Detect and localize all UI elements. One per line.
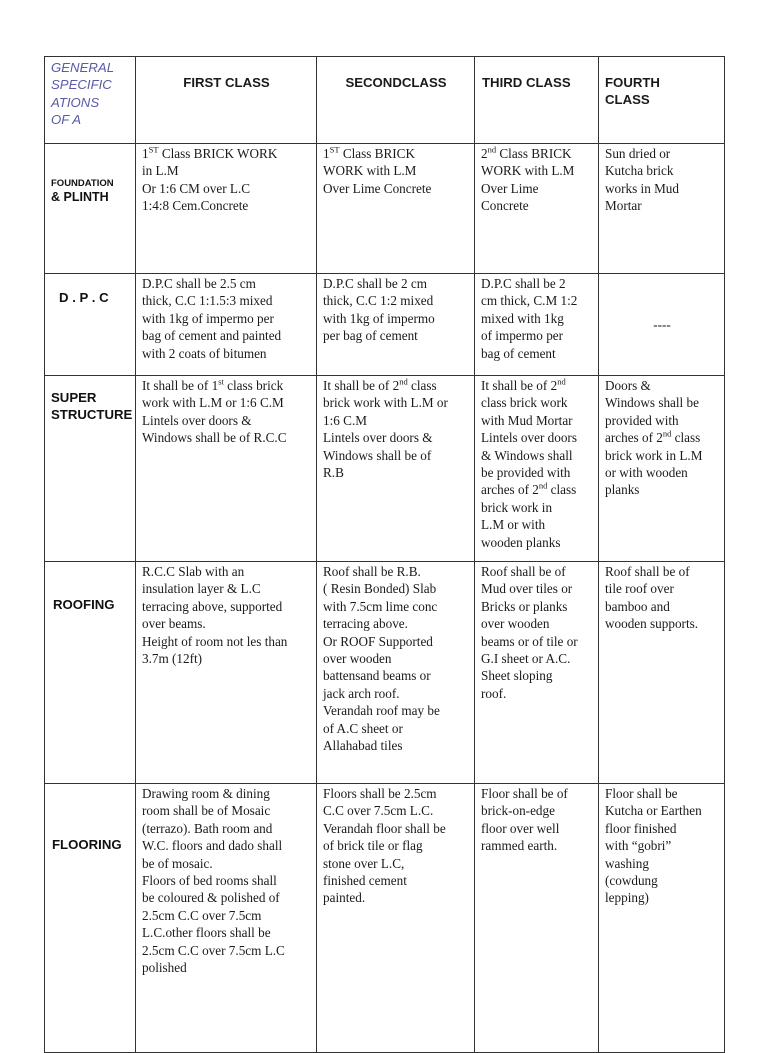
cell-text-line: works in Mud [605,180,679,196]
cell-text-line: It shall be of 2nd class [323,376,437,393]
cell-text-line: be of mosaic. [142,855,213,871]
cell-flooring-fourth [599,784,725,1053]
cell-text-line: over wooden [481,616,550,632]
row-dpc [45,274,725,376]
corner-title-line: GENERAL [51,60,115,75]
row-flooring [45,784,725,1053]
corner-title-line: ATIONS [51,94,100,110]
cell-text-line: polished [142,960,187,976]
cell-super-second [317,376,475,562]
cell-foundation-third [475,144,599,274]
cell-text-line: painted. [323,890,366,906]
cell-text-line: brick work with L.M or [323,395,448,411]
cell-text-line: Bricks or planks [481,598,568,614]
cell-text-line: brick work in [481,499,553,515]
cell-text-line: It shall be of 2nd [481,376,566,393]
cell-roofing-third [475,562,599,784]
row-header-label: STRUCTURE [51,407,133,423]
cell-text-line: planks [605,482,640,498]
cell-text-line: WORK with L.M [323,163,417,179]
cell-super-fourth [599,376,725,562]
cell-text-line: with Mud Mortar [481,412,573,428]
cell-text-line: mixed with 1kg [481,310,564,326]
row-foundation-plinth [45,144,725,274]
row-header-label: D . P . C [59,290,109,305]
cell-text-line: Floor shall be of [481,786,568,801]
row-header-label: FLOORING [52,837,122,852]
cell-text-line: Height of room not les than [142,633,288,649]
cell-text-line: Floors of bed rooms shall [142,873,277,889]
cell-text-line: Floors shall be 2.5cm [323,786,437,801]
cell-text-line: 3.7m (12ft) [142,651,203,667]
cell-text-line: thick, C.C 1:2 mixed [323,293,434,309]
cell-text-line: of brick tile or flag [323,838,423,854]
cell-text-line: of impermo per [481,328,564,344]
row-header-label: FOUNDATION [51,178,114,189]
cell-flooring-second [317,784,475,1053]
row-roofing [45,562,725,784]
cell-text-line: Sheet sloping [481,668,553,684]
cell-text-line: Or ROOF Supported [323,633,433,649]
corner-title-line: OF A [51,112,82,128]
cell-text-line: 1:4:8 Cem.Concrete [142,198,249,214]
cell-text-line: brick work in L.M [605,447,703,463]
cell-text-line: D.P.C shall be 2 [481,276,566,291]
row-header-label: ROOFING [53,597,115,612]
row-header-label: SUPER [51,390,97,405]
cell-text-line: tile roof over [605,581,674,597]
cell-super-first [136,376,317,562]
cell-text-line: Kutcha or Earthen [605,803,702,819]
column-header-first-class [136,57,317,144]
cell-dpc-third [475,274,599,376]
cell-text-line: Over Lime [481,180,539,196]
cell-text-line: terracing above, supported [142,598,283,614]
cell-text-line: with 2 coats of bitumen [142,345,267,361]
cell-text-line: Kutcha brick [605,163,674,179]
cell-text-line: Concrete [481,198,529,214]
cell-text-line: Doors & [605,378,651,393]
cell-text-line: L.M or with [481,517,546,533]
cell-text-line: bag of cement and painted [142,328,282,344]
cell-text-line: wooden supports. [605,616,699,632]
cell-text-line: 1ST Class BRICK WORK [142,144,278,161]
cell-text-line: Or 1:6 CM over L.C [142,180,251,196]
row-header-dpc [45,274,136,376]
cell-text-line: in L.M [142,163,179,179]
column-header-fourth-class [599,57,725,144]
cell-text-line: 2.5cm C.C over 7.5cm [142,907,262,923]
cell-dpc-fourth [599,274,725,376]
cell-text-line: floor over well [481,820,560,836]
cell-text-line: L.C.other floors shall be [142,925,271,941]
cell-text-line: washing [605,855,649,871]
row-super-structure [45,376,725,562]
cell-text-line: bamboo and [605,598,670,614]
row-header-super-structure [45,376,136,562]
cell-text-line: 2.5cm C.C over 7.5cm L.C [142,942,285,958]
cell-text-line: thick, C.C 1:1.5:3 mixed [142,293,273,309]
cell-text-line: over wooden [323,651,392,667]
cell-text-line: per bag of cement [323,328,418,344]
cell-text-line: Windows shall be of R.C.C [142,430,287,446]
cell-text-line: Verandah floor shall be [323,820,446,836]
cell-text-line: Mortar [605,198,642,214]
cell-text-line: Over Lime Concrete [323,180,432,196]
cell-text-line: finished cement [323,873,407,889]
cell-dpc-first [136,274,317,376]
cell-text-line: floor finished [605,820,677,836]
column-header-label: FIRST CLASS [183,75,270,90]
cell-text-line: G.I sheet or A.C. [481,651,571,667]
cell-text-line: Allahabad tiles [323,738,403,754]
cell-text-line: Lintels over doors & [323,430,433,446]
cell-text-line: 2nd Class BRICK [481,144,572,161]
cell-text-line: jack arch roof. [323,685,400,701]
cell-text-line: R.B [323,465,344,481]
row-header-flooring [45,784,136,1053]
cell-text-line: room shall be of Mosaic [142,803,271,819]
cell-text-line: or with wooden [605,465,688,481]
cell-text-line: Roof shall be of [481,564,566,579]
cell-roofing-fourth [599,562,725,784]
cell-text-line: with “gobri” [605,838,672,854]
cell-text-line: D.P.C shall be 2 cm [323,276,428,291]
cell-text-line: Roof shall be of [605,564,690,579]
cell-text-line: with 1kg of impermo [323,310,435,326]
cell-text-line: wooden planks [481,534,561,550]
cell-text-line: class brick work [481,395,568,411]
cell-text-line: be provided with [481,465,571,481]
column-header-label: FOURTH [605,75,660,90]
cell-text-line: ( Resin Bonded) Slab [323,581,437,597]
cell-text-line: Mud over tiles or [481,581,573,597]
column-header-second-class [317,57,475,144]
cell-text-line: Windows shall be [605,395,699,411]
cell-flooring-first [136,784,317,1053]
cell-text-line: battensand beams or [323,668,431,684]
row-header-label: & PLINTH [51,190,109,204]
cell-dpc-second [317,274,475,376]
cell-text-line: work with L.M or 1:6 C.M [142,395,284,411]
column-header-label: SECONDCLASS [345,75,447,90]
cell-text-line: provided with [605,412,679,428]
cell-text-line: be coloured & polished of [142,890,280,906]
cell-text-line: bag of cement [481,345,556,361]
specifications-table [44,56,725,1053]
cell-text-line: Windows shall be of [323,447,432,463]
row-header-foundation [45,144,136,274]
cell-text-line: W.C. floors and dado shall [142,838,283,854]
column-header-third-class [475,57,599,144]
cell-roofing-second [317,562,475,784]
cell-text-line: Drawing room & dining [142,786,270,801]
cell-text-line: arches of 2nd class [605,428,701,446]
cell-roofing-first [136,562,317,784]
cell-text-line: stone over L.C, [323,855,405,871]
cell-text-line: Lintels over doors & [142,412,252,428]
cell-text-line: WORK with L.M [481,163,575,179]
cell-text-line: roof. [481,685,507,701]
cell-text-line: ---- [653,317,671,333]
cell-text-line: over beams. [142,616,206,632]
cell-text-line: terracing above. [323,616,408,632]
cell-text-line: & Windows shall [481,447,573,463]
cell-super-third [475,376,599,562]
column-header-label: THIRD CLASS [482,75,571,90]
cell-text-line: Sun dried or [605,146,671,161]
cell-text-line: of A.C sheet or [323,720,403,736]
cell-text-line: 1:6 C.M [323,412,367,428]
cell-text-line: Roof shall be R.B. [323,564,421,579]
cell-text-line: 1ST Class BRICK [323,144,415,161]
cell-text-line: arches of 2nd class [481,481,577,498]
cell-flooring-third [475,784,599,1053]
cell-text-line: insulation layer & L.C [142,581,261,597]
cell-foundation-fourth [599,144,725,274]
cell-text-line: Floor shall be [605,786,678,801]
corner-title-line: SPECIFIC [51,77,112,93]
cell-text-line: cm thick, C.M 1:2 [481,293,578,309]
cell-text-line: Verandah roof may be [323,703,440,719]
corner-title-cell [45,57,136,144]
cell-foundation-first [136,144,317,274]
row-header-roofing [45,562,136,784]
cell-text-line: Lintels over doors [481,430,577,446]
cell-text-line: rammed earth. [481,838,558,854]
header-row [45,57,725,144]
column-header-label: CLASS [605,92,650,108]
cell-text-line: D.P.C shall be 2.5 cm [142,276,256,291]
cell-text-line: (cowdung [605,873,658,889]
cell-text-line: R.C.C Slab with an [142,564,245,579]
cell-text-line: (terrazo). Bath room and [142,820,273,836]
cell-text-line: beams or of tile or [481,633,578,649]
cell-text-line: C.C over 7.5cm L.C. [323,803,434,819]
cell-foundation-second [317,144,475,274]
cell-text-line: with 7.5cm lime conc [323,598,438,614]
cell-text-line: lepping) [605,890,649,906]
cell-text-line: brick-on-edge [481,803,555,819]
cell-text-line: It shall be of 1st class brick [142,376,284,393]
cell-text-line: with 1kg of impermo per [142,310,274,326]
